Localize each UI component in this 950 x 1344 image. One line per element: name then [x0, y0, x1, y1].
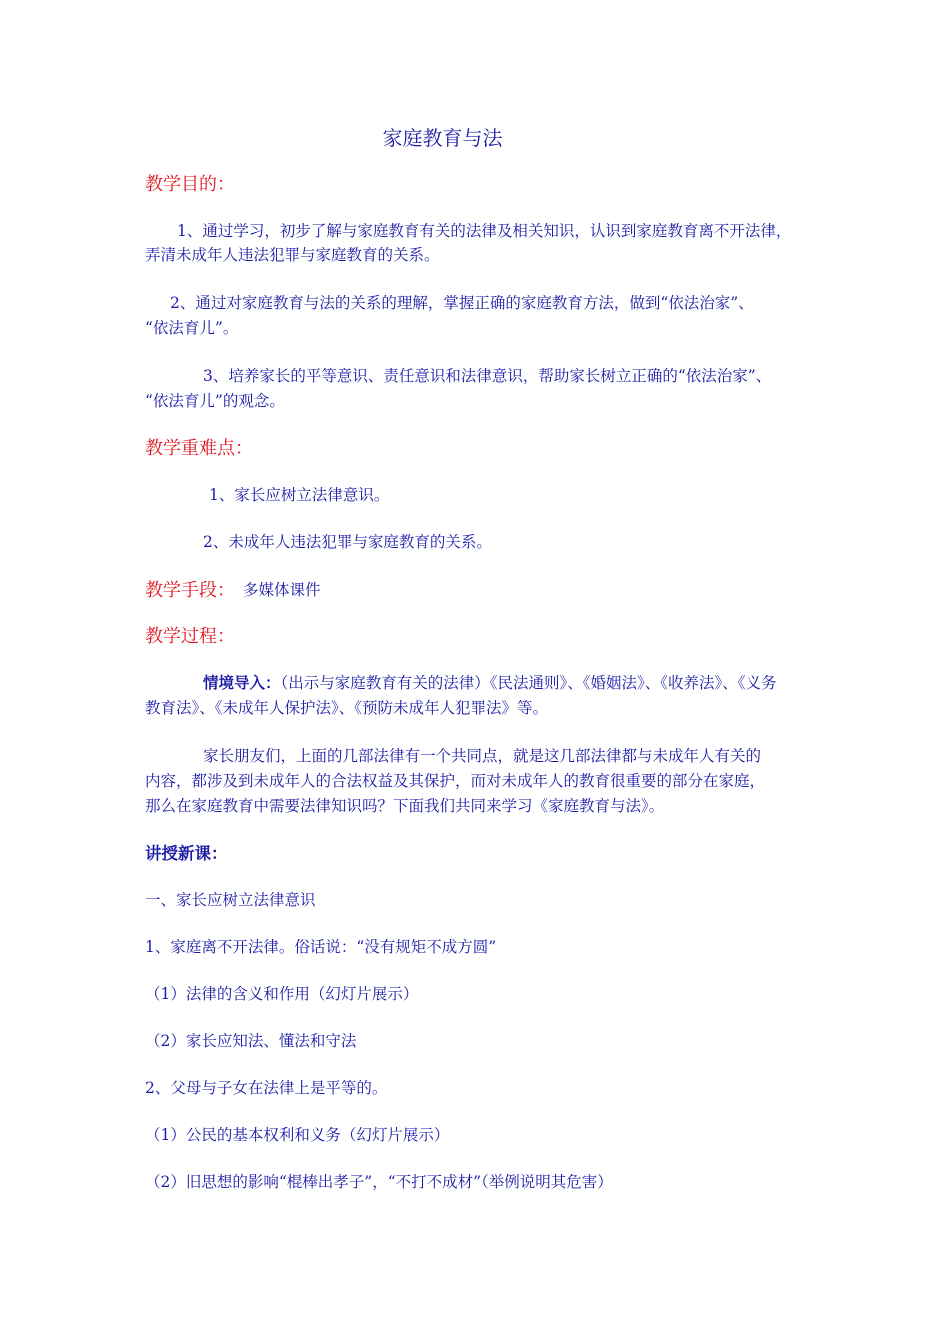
new-lesson-heading: 讲授新课： [145, 844, 228, 863]
goal-2-line-2: “依法育儿”。 [145, 319, 239, 337]
goal-1-line-2: 弄清未成年人违法犯罪与家庭教育的关系。 [145, 246, 440, 264]
document-title: 家庭教育与法 [382, 126, 503, 150]
paragraph-line-3: 那么在家庭教育中需要法律知识吗？下面我们共同来学习《家庭教育与法》。 [145, 797, 665, 815]
key-points-heading: 教学重难点： [145, 438, 253, 459]
paragraph-line-2: 内容，都涉及到未成年人的合法权益及其保护，而对未成年人的教育很重要的部分在家庭， [145, 772, 766, 790]
point-2-b: （2）旧思想的影响“棍棒出孝子”，“不打不成材”（举例说明其危害） [145, 1173, 613, 1191]
section-1-title: 一、家长应树立法律意识 [145, 891, 316, 909]
point-2-a: （1）公民的基本权利和义务（幻灯片展示） [145, 1126, 450, 1144]
intro-line-1 [203, 672, 777, 694]
point-1-a: （1）法律的含义和作用（幻灯片展示） [145, 985, 419, 1003]
goal-3-line-1: 3、培养家长的平等意识、责任意识和法律意识，帮助家长树立正确的“依法治家”、 [203, 367, 772, 385]
process-heading: 教学过程： [145, 626, 235, 647]
intro-line-2: 教育法》、《未成年人保护法》、《预防未成年人犯罪法》等。 [145, 699, 549, 717]
goal-1-line-1: 1、通过学习，初步了解与家庭教育有关的法律及相关知识，认识到家庭教育离不开法律， [177, 222, 792, 240]
intro-line-1-text: （出示与家庭教育有关的法律）《民法通则》、《婚姻法》、《收养法》、《义务 [280, 674, 777, 692]
goal-3-line-2: “依法育儿”的观念。 [145, 392, 285, 410]
goal-2-line-1: 2、通过对家庭教育与法的关系的理解，掌握正确的家庭教育方法，做到“依法治家”、 [170, 294, 754, 312]
point-1-b: （2）家长应知法、懂法和守法 [145, 1032, 357, 1050]
key-point-1: 1、家长应树立法律意识。 [209, 486, 390, 504]
means-heading: 教学手段： [145, 580, 235, 601]
goals-heading: 教学目的： [145, 174, 235, 195]
key-point-2: 2、未成年人违法犯罪与家庭教育的关系。 [203, 533, 492, 551]
intro-label: 情境导入： [203, 673, 281, 692]
point-1: 1、家庭离不开法律。俗话说：“没有规矩不成方圆” [145, 938, 497, 956]
point-2: 2、父母与子女在法律上是平等的。 [145, 1079, 388, 1097]
means-value: 多媒体课件 [243, 581, 321, 599]
paragraph-line-1: 家长朋友们，上面的几部法律有一个共同点，就是这几部法律都与未成年人有关的 [203, 747, 762, 765]
